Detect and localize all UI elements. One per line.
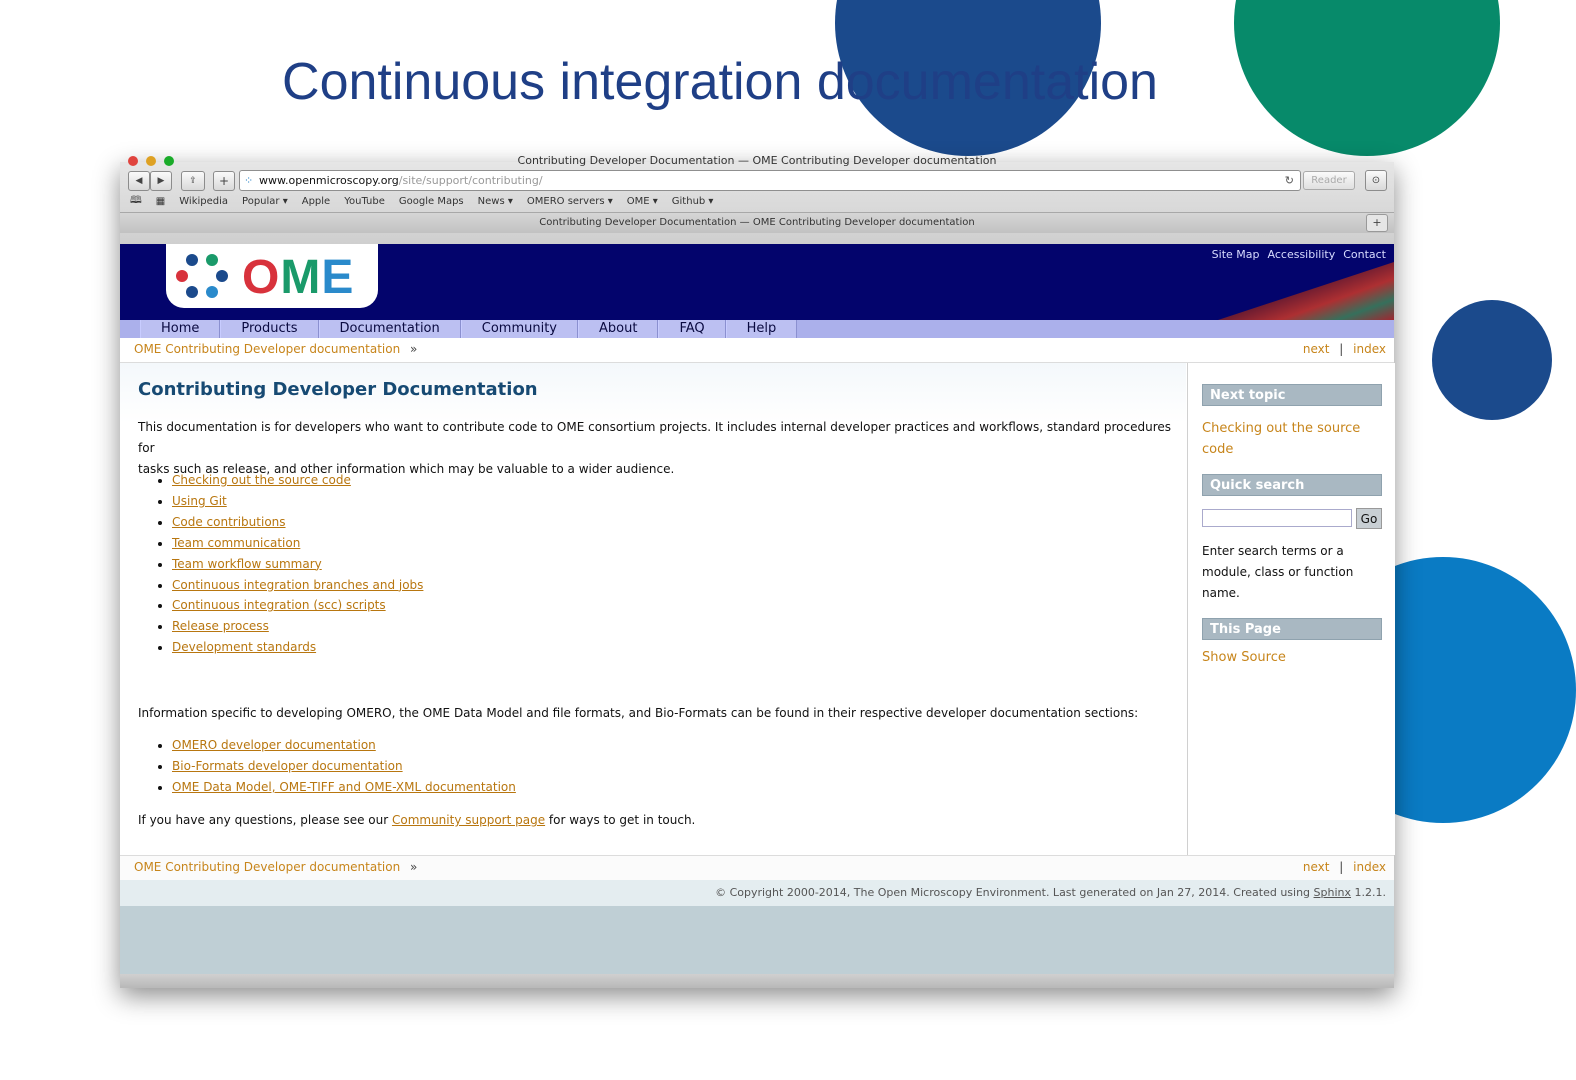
search-input[interactable]: [1202, 509, 1352, 527]
logo-text: [242, 250, 354, 305]
logo-dot: [186, 254, 198, 266]
bookmarks-icon[interactable]: 🕮: [130, 194, 142, 206]
next-topic-link[interactable]: Checking out the source code: [1202, 421, 1361, 457]
share-icon[interactable]: ⇪: [181, 171, 205, 191]
link-omero-docs[interactable]: OMERO developer documentation: [172, 738, 376, 752]
next-link[interactable]: next: [1302, 342, 1330, 356]
list-item: [172, 735, 516, 756]
header-links: [1212, 248, 1386, 261]
url-domain: www.openmicroscopy.org: [259, 174, 399, 187]
reload-icon[interactable]: ↻: [1284, 174, 1294, 187]
browser-toolbar: [120, 154, 1394, 245]
version-text: 1.2.1.: [1351, 886, 1386, 899]
link-ci-scripts[interactable]: Continuous integration (scc) scripts: [172, 598, 386, 613]
next-topic-heading: Next topic: [1202, 384, 1382, 406]
url-path: /site/support/contributing/: [398, 174, 543, 187]
breadcrumb-separator: »: [410, 860, 418, 874]
logo-dot: [176, 270, 188, 282]
add-bookmark-icon[interactable]: +: [213, 171, 235, 191]
index-link[interactable]: index: [1353, 342, 1386, 356]
list-item: [172, 512, 423, 533]
web-page: [120, 244, 1394, 988]
bookmark-github[interactable]: Github ▾: [671, 195, 714, 207]
nav-about[interactable]: About: [578, 320, 658, 338]
accessibility-link[interactable]: Accessibility: [1267, 248, 1336, 261]
questions-paragraph: [138, 810, 1178, 831]
list-item: [172, 777, 516, 798]
link-development-standards[interactable]: Development standards: [172, 640, 317, 655]
site-nav: [120, 320, 1394, 338]
community-support-link[interactable]: Community support page: [391, 813, 546, 827]
contributing-links-list: [152, 470, 423, 658]
nav-products[interactable]: Products: [220, 320, 318, 338]
decorative-circle-edge: [1432, 300, 1552, 420]
browser-screenshot: [120, 154, 1394, 988]
nav-documentation[interactable]: Documentation: [319, 320, 461, 338]
logo-dot: [206, 254, 218, 266]
bookmarks-bar: [130, 193, 713, 209]
breadcrumb-link[interactable]: OME Contributing Developer documentation: [134, 342, 401, 356]
next-link[interactable]: next: [1302, 860, 1330, 874]
browser-status-bar: [120, 974, 1394, 988]
zoom-window-icon[interactable]: [164, 156, 174, 166]
logo-letter: O: [242, 251, 281, 304]
breadcrumb-link[interactable]: OME Contributing Developer documentation: [134, 860, 401, 874]
link-team-communication[interactable]: Team communication: [172, 535, 301, 550]
close-window-icon[interactable]: [128, 156, 138, 166]
specific-paragraph: Information specific to developing OMERO, the OME Data Model and file formats, and Bio-Formats can be found in their respective developer documentation sections:: [138, 706, 1139, 720]
minimize-window-icon[interactable]: [146, 156, 156, 166]
nav-faq[interactable]: FAQ: [658, 320, 725, 338]
breadcrumb: [120, 338, 1394, 363]
nav-home[interactable]: Home: [140, 320, 220, 338]
rel-separator: |: [1339, 342, 1344, 356]
bookmark-youtube[interactable]: YouTube: [344, 195, 385, 207]
search-hint: Enter search terms or a module, class or function name.: [1202, 544, 1354, 600]
ome-logo[interactable]: [166, 244, 378, 308]
link-ci-branches[interactable]: Continuous integration branches and jobs: [172, 577, 424, 592]
logo-letter: M: [280, 251, 322, 304]
intro-line: tasks such as release, and other information which may be valuable to a wider audience.: [138, 462, 675, 476]
copyright-text: © Copyright 2000-2014, The Open Microscopy Environment. Last generated on Jan 27, 2014. Created using: [715, 886, 1314, 899]
list-item: [172, 756, 516, 777]
list-item: [172, 470, 423, 491]
address-bar[interactable]: [239, 170, 1301, 191]
page-footer: [120, 880, 1394, 906]
list-item: [172, 616, 423, 637]
logo-dot: [216, 270, 228, 282]
top-sites-icon[interactable]: ▦: [155, 195, 166, 207]
bookmark-popular[interactable]: Popular ▾: [242, 195, 288, 207]
show-source-link[interactable]: Show Source: [1202, 650, 1286, 665]
list-item: [172, 595, 423, 616]
download-icon[interactable]: ⊙: [1365, 170, 1387, 191]
site-map-link[interactable]: Site Map: [1211, 248, 1260, 261]
list-item: [172, 637, 423, 658]
back-icon[interactable]: ◀: [128, 171, 150, 191]
link-release-process[interactable]: Release process: [172, 619, 269, 634]
list-item: [172, 575, 423, 596]
questions-text-end: for ways to get in touch.: [545, 813, 696, 827]
link-bioformats-docs[interactable]: Bio-Formats developer documentation: [172, 758, 403, 773]
list-item: [172, 491, 423, 512]
logo-letter: E: [321, 251, 355, 304]
this-page-heading: This Page: [1202, 618, 1382, 640]
link-using-git[interactable]: Using Git: [172, 493, 227, 508]
window-title: Contributing Developer Documentation — OME Contributing Developer documentation: [517, 154, 997, 167]
page-bottom-area: [120, 906, 1394, 974]
sphinx-link[interactable]: Sphinx: [1313, 886, 1352, 899]
list-item: [172, 533, 423, 554]
link-checking-out[interactable]: Checking out the source code: [172, 473, 351, 487]
bookmark-apple[interactable]: Apple: [301, 195, 331, 207]
bookmark-wikipedia[interactable]: Wikipedia: [179, 195, 229, 207]
bookmark-omero-servers[interactable]: OMERO servers ▾: [526, 195, 613, 207]
page-heading: Contributing Developer Documentation: [138, 379, 538, 400]
main-content: [120, 363, 1186, 855]
rel-separator: |: [1339, 860, 1344, 874]
breadcrumb-separator: »: [410, 342, 418, 356]
bookmark-ome[interactable]: OME ▾: [626, 195, 658, 207]
site-header: [120, 244, 1394, 320]
link-ome-model-docs[interactable]: OME Data Model, OME-TIFF and OME-XML documentation: [172, 779, 516, 794]
nav-help[interactable]: Help: [726, 320, 798, 338]
questions-text: If you have any questions, please see our: [138, 813, 392, 827]
tab-active[interactable]: Contributing Developer Documentation — OME Contributing Developer documentation: [120, 212, 1394, 233]
intro-line: This documentation is for developers who want to contribute code to OME consortium projects. It includes internal developer practices and workflows, standard procedures for: [138, 420, 1172, 455]
list-item: [172, 554, 423, 575]
slide-title: Continuous integration documentation: [282, 53, 1158, 111]
reader-button[interactable]: Reader: [1303, 171, 1355, 190]
nav-community[interactable]: Community: [461, 320, 578, 338]
link-code-contributions[interactable]: Code contributions: [172, 514, 286, 529]
sidebar: [1187, 363, 1395, 855]
link-team-workflow[interactable]: Team workflow summary: [172, 556, 322, 571]
site-favicon: ⁘: [244, 174, 254, 187]
developer-docs-list: [152, 735, 516, 798]
bottom-breadcrumb: [120, 855, 1394, 880]
bookmark-google-maps[interactable]: Google Maps: [398, 195, 464, 207]
index-link[interactable]: index: [1353, 860, 1386, 874]
go-button[interactable]: Go: [1356, 508, 1382, 529]
new-tab-icon[interactable]: +: [1366, 214, 1388, 232]
bookmark-news[interactable]: News ▾: [477, 195, 513, 207]
forward-icon[interactable]: ▶: [150, 171, 172, 191]
quick-search-heading: Quick search: [1202, 474, 1382, 496]
logo-dot: [206, 286, 218, 298]
cell-image-decoration: [1174, 262, 1394, 320]
contact-link[interactable]: Contact: [1343, 248, 1386, 261]
logo-dot: [186, 286, 198, 298]
